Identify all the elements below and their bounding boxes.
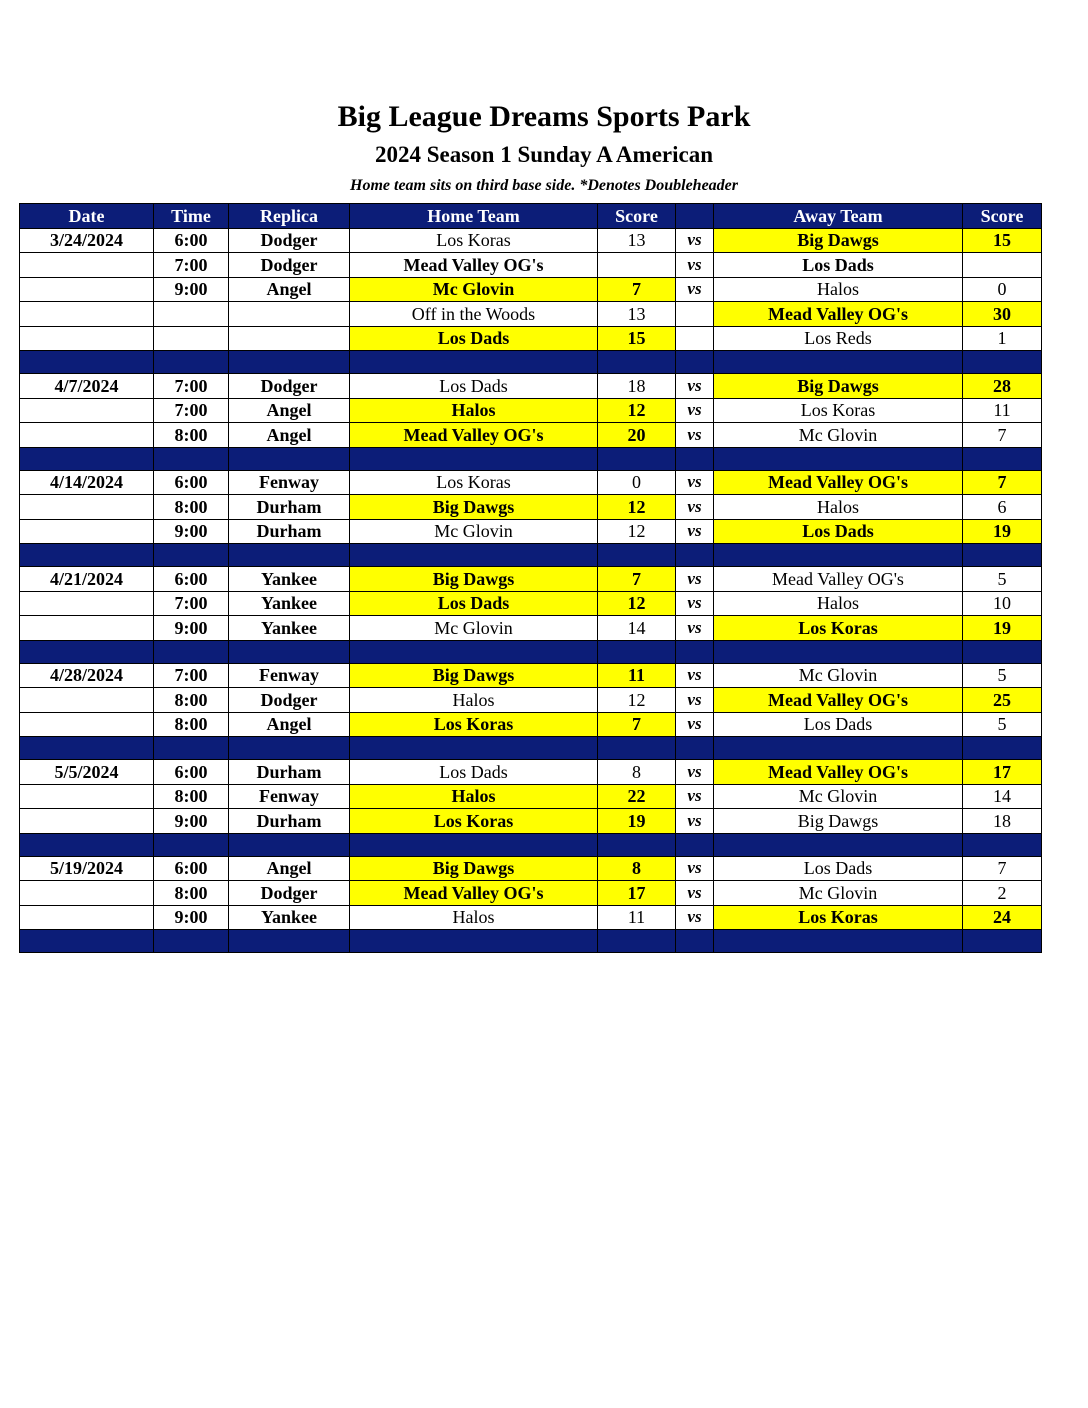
cell-date bbox=[20, 616, 154, 641]
cell-home-team: Mc Glovin bbox=[350, 277, 598, 302]
cell-home-score: 13 bbox=[598, 302, 676, 327]
col-header-replica: Replica bbox=[229, 204, 350, 229]
cell-home-score: 14 bbox=[598, 616, 676, 641]
cell-home-score: 17 bbox=[598, 881, 676, 906]
cell-away-score: 11 bbox=[963, 398, 1042, 423]
separator-cell bbox=[598, 351, 676, 374]
cell-replica: Durham bbox=[229, 519, 350, 544]
cell-vs: vs bbox=[676, 495, 714, 520]
table-row bbox=[20, 760, 1042, 785]
cell-away-score: 0 bbox=[963, 277, 1042, 302]
cell-vs: vs bbox=[676, 228, 714, 253]
cell-away-score: 30 bbox=[963, 302, 1042, 327]
cell-date bbox=[20, 326, 154, 351]
cell-away-score: 14 bbox=[963, 784, 1042, 809]
cell-replica bbox=[229, 302, 350, 327]
separator-cell bbox=[963, 833, 1042, 856]
cell-date: 4/28/2024 bbox=[20, 663, 154, 688]
cell-away-score: 17 bbox=[963, 760, 1042, 785]
table-row bbox=[20, 591, 1042, 616]
cell-away-team: Mc Glovin bbox=[714, 784, 963, 809]
separator-cell bbox=[20, 833, 154, 856]
cell-home-team: Mc Glovin bbox=[350, 616, 598, 641]
separator-cell bbox=[598, 447, 676, 470]
cell-home-team: Los Koras bbox=[350, 712, 598, 737]
cell-vs: vs bbox=[676, 374, 714, 399]
table-row bbox=[20, 905, 1042, 930]
cell-away-team: Halos bbox=[714, 591, 963, 616]
cell-home-score: 8 bbox=[598, 760, 676, 785]
separator-cell bbox=[963, 930, 1042, 953]
cell-away-score: 10 bbox=[963, 591, 1042, 616]
separator-cell bbox=[20, 351, 154, 374]
cell-date bbox=[20, 712, 154, 737]
separator-cell bbox=[350, 447, 598, 470]
separator-cell bbox=[676, 930, 714, 953]
cell-replica: Durham bbox=[229, 495, 350, 520]
col-header-home-score: Score bbox=[598, 204, 676, 229]
separator-row bbox=[20, 640, 1042, 663]
cell-home-score: 8 bbox=[598, 856, 676, 881]
cell-replica: Angel bbox=[229, 398, 350, 423]
separator-cell bbox=[350, 930, 598, 953]
cell-home-score: 7 bbox=[598, 712, 676, 737]
cell-vs: vs bbox=[676, 760, 714, 785]
cell-home-team: Los Dads bbox=[350, 326, 598, 351]
cell-date bbox=[20, 302, 154, 327]
page-subtitle: 2024 Season 1 Sunday A American bbox=[374, 142, 714, 167]
cell-vs: vs bbox=[676, 567, 714, 592]
cell-home-score bbox=[598, 253, 676, 278]
table-row bbox=[20, 784, 1042, 809]
cell-home-team: Big Dawgs bbox=[350, 495, 598, 520]
cell-home-score: 13 bbox=[598, 228, 676, 253]
cell-home-team: Halos bbox=[350, 905, 598, 930]
separator-cell bbox=[598, 737, 676, 760]
col-header-home-team: Home Team bbox=[350, 204, 598, 229]
separator-cell bbox=[714, 544, 963, 567]
cell-home-score: 12 bbox=[598, 398, 676, 423]
cell-replica: Dodger bbox=[229, 688, 350, 713]
cell-date bbox=[20, 881, 154, 906]
cell-home-team: Off in the Woods bbox=[350, 302, 598, 327]
table-row bbox=[20, 881, 1042, 906]
cell-away-score: 5 bbox=[963, 712, 1042, 737]
cell-replica: Fenway bbox=[229, 663, 350, 688]
cell-away-score: 19 bbox=[963, 519, 1042, 544]
cell-away-team: Mead Valley OG's bbox=[714, 688, 963, 713]
separator-cell bbox=[598, 930, 676, 953]
cell-vs: vs bbox=[676, 809, 714, 834]
separator-row bbox=[20, 447, 1042, 470]
cell-home-score: 22 bbox=[598, 784, 676, 809]
cell-vs: vs bbox=[676, 423, 714, 448]
cell-vs: vs bbox=[676, 591, 714, 616]
cell-away-team: Mc Glovin bbox=[714, 423, 963, 448]
cell-away-team: Los Dads bbox=[714, 856, 963, 881]
separator-cell bbox=[20, 930, 154, 953]
col-header-away-score: Score bbox=[963, 204, 1042, 229]
cell-date: 5/5/2024 bbox=[20, 760, 154, 785]
separator-cell bbox=[154, 544, 229, 567]
cell-vs: vs bbox=[676, 905, 714, 930]
separator-cell bbox=[963, 544, 1042, 567]
separator-cell bbox=[350, 833, 598, 856]
cell-time: 9:00 bbox=[154, 277, 229, 302]
cell-away-score: 19 bbox=[963, 616, 1042, 641]
cell-time: 6:00 bbox=[154, 760, 229, 785]
cell-home-score: 0 bbox=[598, 470, 676, 495]
cell-home-score: 12 bbox=[598, 495, 676, 520]
cell-away-team: Los Reds bbox=[714, 326, 963, 351]
cell-time: 8:00 bbox=[154, 495, 229, 520]
cell-time: 9:00 bbox=[154, 616, 229, 641]
separator-cell bbox=[229, 351, 350, 374]
separator-cell bbox=[963, 737, 1042, 760]
separator-cell bbox=[676, 544, 714, 567]
cell-away-team: Big Dawgs bbox=[714, 228, 963, 253]
cell-replica: Angel bbox=[229, 423, 350, 448]
cell-home-team: Mead Valley OG's bbox=[350, 423, 598, 448]
separator-row bbox=[20, 544, 1042, 567]
cell-away-score bbox=[963, 253, 1042, 278]
separator-row bbox=[20, 737, 1042, 760]
cell-vs: vs bbox=[676, 398, 714, 423]
cell-away-team: Los Koras bbox=[714, 616, 963, 641]
table-row bbox=[20, 856, 1042, 881]
separator-cell bbox=[963, 351, 1042, 374]
separator-cell bbox=[676, 737, 714, 760]
table-row bbox=[20, 567, 1042, 592]
cell-away-team: Los Koras bbox=[714, 905, 963, 930]
separator-cell bbox=[154, 640, 229, 663]
cell-date bbox=[20, 905, 154, 930]
separator-cell bbox=[229, 930, 350, 953]
cell-away-team: Big Dawgs bbox=[714, 374, 963, 399]
schedule-table bbox=[19, 203, 1042, 953]
cell-away-team: Los Dads bbox=[714, 253, 963, 278]
cell-home-score: 12 bbox=[598, 519, 676, 544]
separator-cell bbox=[350, 544, 598, 567]
cell-home-team: Halos bbox=[350, 398, 598, 423]
cell-home-score: 11 bbox=[598, 905, 676, 930]
separator-cell bbox=[20, 737, 154, 760]
cell-replica: Dodger bbox=[229, 881, 350, 906]
separator-cell bbox=[350, 640, 598, 663]
cell-home-score: 7 bbox=[598, 277, 676, 302]
table-row bbox=[20, 519, 1042, 544]
cell-replica: Fenway bbox=[229, 784, 350, 809]
cell-vs bbox=[676, 326, 714, 351]
cell-replica: Yankee bbox=[229, 616, 350, 641]
table-row bbox=[20, 663, 1042, 688]
separator-cell bbox=[676, 447, 714, 470]
separator-row bbox=[20, 833, 1042, 856]
separator-cell bbox=[714, 930, 963, 953]
cell-away-score: 28 bbox=[963, 374, 1042, 399]
cell-away-score: 5 bbox=[963, 567, 1042, 592]
col-header-time: Time bbox=[154, 204, 229, 229]
cell-replica: Yankee bbox=[229, 591, 350, 616]
separator-cell bbox=[154, 930, 229, 953]
cell-away-score: 6 bbox=[963, 495, 1042, 520]
cell-home-score: 19 bbox=[598, 809, 676, 834]
table-row bbox=[20, 302, 1042, 327]
separator-cell bbox=[714, 640, 963, 663]
separator-cell bbox=[154, 447, 229, 470]
separator-cell bbox=[229, 447, 350, 470]
table-row bbox=[20, 688, 1042, 713]
cell-vs: vs bbox=[676, 688, 714, 713]
cell-replica: Durham bbox=[229, 809, 350, 834]
cell-vs: vs bbox=[676, 881, 714, 906]
separator-cell bbox=[154, 737, 229, 760]
cell-away-team: Los Dads bbox=[714, 519, 963, 544]
cell-replica: Yankee bbox=[229, 905, 350, 930]
cell-away-score: 5 bbox=[963, 663, 1042, 688]
cell-time: 7:00 bbox=[154, 374, 229, 399]
table-row bbox=[20, 712, 1042, 737]
cell-date: 4/21/2024 bbox=[20, 567, 154, 592]
cell-replica: Dodger bbox=[229, 374, 350, 399]
cell-date bbox=[20, 688, 154, 713]
cell-time: 6:00 bbox=[154, 470, 229, 495]
schedule-body bbox=[20, 228, 1042, 953]
cell-home-score: 12 bbox=[598, 591, 676, 616]
separator-cell bbox=[20, 640, 154, 663]
cell-date bbox=[20, 398, 154, 423]
cell-away-team: Mead Valley OG's bbox=[714, 567, 963, 592]
cell-away-score: 1 bbox=[963, 326, 1042, 351]
separator-cell bbox=[714, 351, 963, 374]
separator-cell bbox=[714, 447, 963, 470]
separator-cell bbox=[963, 640, 1042, 663]
cell-vs: vs bbox=[676, 784, 714, 809]
cell-replica bbox=[229, 326, 350, 351]
cell-home-team: Big Dawgs bbox=[350, 663, 598, 688]
cell-home-team: Mead Valley OG's bbox=[350, 253, 598, 278]
cell-home-score: 12 bbox=[598, 688, 676, 713]
cell-time: 8:00 bbox=[154, 712, 229, 737]
separator-row bbox=[20, 930, 1042, 953]
separator-cell bbox=[676, 351, 714, 374]
table-row bbox=[20, 228, 1042, 253]
cell-time: 6:00 bbox=[154, 567, 229, 592]
table-row bbox=[20, 277, 1042, 302]
cell-date bbox=[20, 495, 154, 520]
separator-cell bbox=[598, 833, 676, 856]
cell-replica: Angel bbox=[229, 277, 350, 302]
cell-home-team: Los Koras bbox=[350, 470, 598, 495]
cell-date bbox=[20, 591, 154, 616]
cell-replica: Durham bbox=[229, 760, 350, 785]
cell-away-team: Halos bbox=[714, 277, 963, 302]
cell-replica: Angel bbox=[229, 712, 350, 737]
table-row bbox=[20, 470, 1042, 495]
cell-home-score: 11 bbox=[598, 663, 676, 688]
separator-cell bbox=[154, 833, 229, 856]
cell-time: 7:00 bbox=[154, 591, 229, 616]
cell-home-score: 20 bbox=[598, 423, 676, 448]
cell-replica: Angel bbox=[229, 856, 350, 881]
cell-vs: vs bbox=[676, 712, 714, 737]
cell-time: 9:00 bbox=[154, 809, 229, 834]
cell-home-team: Big Dawgs bbox=[350, 856, 598, 881]
cell-away-team: Big Dawgs bbox=[714, 809, 963, 834]
col-header-away-team: Away Team bbox=[714, 204, 963, 229]
cell-home-team: Los Dads bbox=[350, 374, 598, 399]
cell-time bbox=[154, 326, 229, 351]
table-row bbox=[20, 253, 1042, 278]
table-row bbox=[20, 326, 1042, 351]
separator-cell bbox=[714, 737, 963, 760]
cell-vs: vs bbox=[676, 616, 714, 641]
cell-away-score: 18 bbox=[963, 809, 1042, 834]
cell-home-team: Halos bbox=[350, 688, 598, 713]
cell-time: 7:00 bbox=[154, 398, 229, 423]
cell-away-team: Mead Valley OG's bbox=[714, 302, 963, 327]
separator-cell bbox=[676, 833, 714, 856]
separator-cell bbox=[598, 640, 676, 663]
cell-home-score: 15 bbox=[598, 326, 676, 351]
cell-vs: vs bbox=[676, 277, 714, 302]
cell-away-score: 7 bbox=[963, 423, 1042, 448]
cell-away-team: Halos bbox=[714, 495, 963, 520]
cell-vs: vs bbox=[676, 470, 714, 495]
separator-cell bbox=[963, 447, 1042, 470]
cell-away-score: 24 bbox=[963, 905, 1042, 930]
table-row bbox=[20, 495, 1042, 520]
cell-away-score: 2 bbox=[963, 881, 1042, 906]
cell-time: 9:00 bbox=[154, 905, 229, 930]
cell-replica: Yankee bbox=[229, 567, 350, 592]
page-title: Big League Dreams Sports Park bbox=[337, 100, 751, 133]
cell-time: 8:00 bbox=[154, 784, 229, 809]
separator-cell bbox=[154, 351, 229, 374]
table-row bbox=[20, 398, 1042, 423]
separator-cell bbox=[229, 544, 350, 567]
table-row bbox=[20, 616, 1042, 641]
cell-vs: vs bbox=[676, 519, 714, 544]
cell-replica: Dodger bbox=[229, 253, 350, 278]
col-header-vs bbox=[676, 204, 714, 229]
separator-cell bbox=[350, 351, 598, 374]
table-row bbox=[20, 374, 1042, 399]
separator-cell bbox=[714, 833, 963, 856]
cell-vs: vs bbox=[676, 663, 714, 688]
cell-away-team: Mc Glovin bbox=[714, 663, 963, 688]
separator-cell bbox=[350, 737, 598, 760]
table-row bbox=[20, 809, 1042, 834]
cell-home-team: Mc Glovin bbox=[350, 519, 598, 544]
cell-date bbox=[20, 423, 154, 448]
cell-home-team: Halos bbox=[350, 784, 598, 809]
separator-cell bbox=[229, 640, 350, 663]
cell-date bbox=[20, 809, 154, 834]
separator-cell bbox=[676, 640, 714, 663]
separator-cell bbox=[598, 544, 676, 567]
cell-home-team: Los Koras bbox=[350, 228, 598, 253]
page-note: Home team sits on third base side. *Denotes Doubleheader bbox=[350, 177, 738, 194]
cell-time: 7:00 bbox=[154, 253, 229, 278]
cell-time: 8:00 bbox=[154, 881, 229, 906]
cell-time: 9:00 bbox=[154, 519, 229, 544]
cell-home-team: Los Dads bbox=[350, 591, 598, 616]
cell-home-team: Los Koras bbox=[350, 809, 598, 834]
separator-row bbox=[20, 351, 1042, 374]
cell-home-team: Mead Valley OG's bbox=[350, 881, 598, 906]
cell-home-team: Los Dads bbox=[350, 760, 598, 785]
cell-away-score: 7 bbox=[963, 470, 1042, 495]
cell-date: 5/19/2024 bbox=[20, 856, 154, 881]
cell-date: 4/7/2024 bbox=[20, 374, 154, 399]
cell-time: 8:00 bbox=[154, 688, 229, 713]
cell-away-team: Mc Glovin bbox=[714, 881, 963, 906]
cell-date bbox=[20, 277, 154, 302]
cell-away-score: 25 bbox=[963, 688, 1042, 713]
cell-date bbox=[20, 519, 154, 544]
cell-time bbox=[154, 302, 229, 327]
cell-replica: Fenway bbox=[229, 470, 350, 495]
col-header-date: Date bbox=[20, 204, 154, 229]
cell-date: 4/14/2024 bbox=[20, 470, 154, 495]
cell-away-team: Mead Valley OG's bbox=[714, 470, 963, 495]
cell-date: 3/24/2024 bbox=[20, 228, 154, 253]
cell-away-team: Mead Valley OG's bbox=[714, 760, 963, 785]
cell-date bbox=[20, 253, 154, 278]
cell-vs: vs bbox=[676, 856, 714, 881]
separator-cell bbox=[229, 737, 350, 760]
cell-away-team: Los Koras bbox=[714, 398, 963, 423]
separator-cell bbox=[20, 544, 154, 567]
cell-time: 8:00 bbox=[154, 423, 229, 448]
cell-time: 6:00 bbox=[154, 228, 229, 253]
cell-away-score: 15 bbox=[963, 228, 1042, 253]
cell-home-score: 7 bbox=[598, 567, 676, 592]
cell-home-team: Big Dawgs bbox=[350, 567, 598, 592]
cell-vs: vs bbox=[676, 253, 714, 278]
cell-replica: Dodger bbox=[229, 228, 350, 253]
cell-home-score: 18 bbox=[598, 374, 676, 399]
separator-cell bbox=[229, 833, 350, 856]
table-row bbox=[20, 423, 1042, 448]
separator-cell bbox=[20, 447, 154, 470]
cell-time: 6:00 bbox=[154, 856, 229, 881]
cell-time: 7:00 bbox=[154, 663, 229, 688]
table-header-row bbox=[20, 204, 1042, 229]
cell-away-team: Los Dads bbox=[714, 712, 963, 737]
cell-away-score: 7 bbox=[963, 856, 1042, 881]
cell-vs bbox=[676, 302, 714, 327]
cell-date bbox=[20, 784, 154, 809]
